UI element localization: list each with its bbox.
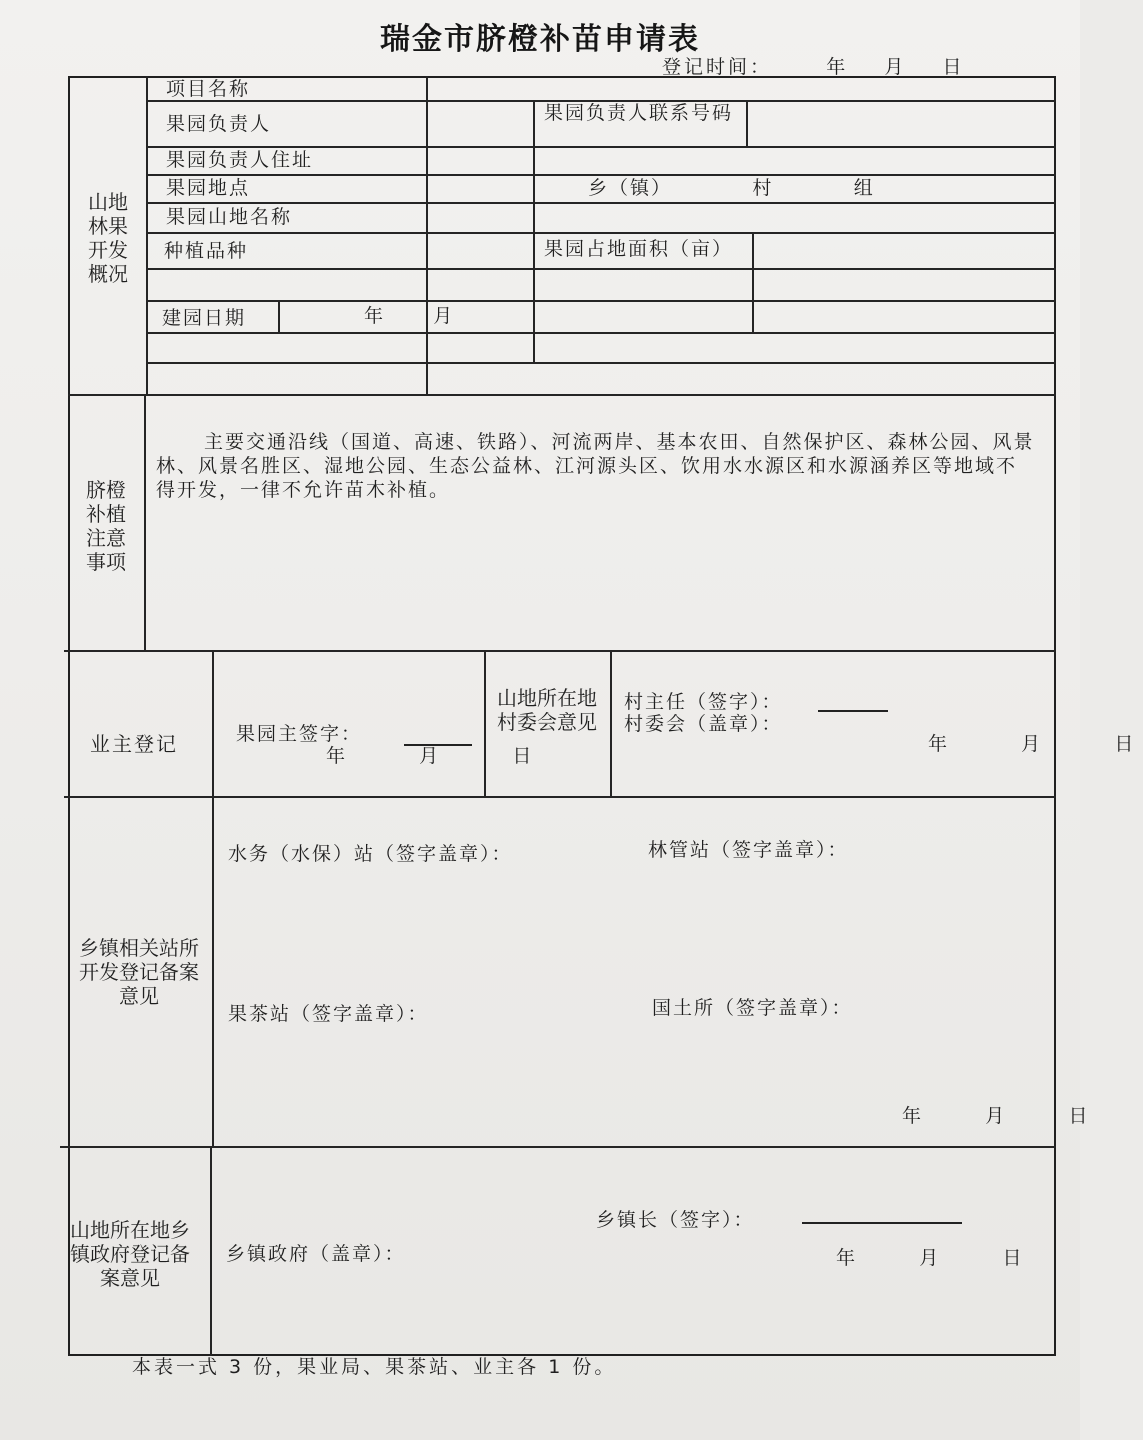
manager-contact-label: 果园负责人联系号码 bbox=[544, 102, 734, 124]
row-line-9 bbox=[146, 362, 1056, 364]
section4-side-divider bbox=[212, 796, 214, 1148]
stations-date: 年 月 日 bbox=[902, 1105, 1092, 1127]
forest-station-label: 林管站（签字盖章）： bbox=[648, 839, 849, 861]
row-line-7 bbox=[146, 300, 1056, 302]
section3-col-divider-b bbox=[610, 650, 612, 796]
section1-side-divider bbox=[146, 76, 148, 394]
registration-time: 登记时间： 年 月 日 bbox=[662, 56, 965, 78]
footer-note: 本表一式 3 份，果业局、果茶站、业主各 1 份。 bbox=[132, 1356, 617, 1378]
row-line-4 bbox=[146, 202, 1056, 204]
section1-col-divider-a bbox=[426, 76, 428, 394]
section1-col-divider-e bbox=[278, 302, 280, 332]
location-label: 果园地点 bbox=[166, 177, 251, 199]
section2-side-divider bbox=[144, 394, 146, 652]
manager-label: 果园负责人 bbox=[166, 113, 272, 135]
section3-col-divider-a bbox=[484, 650, 486, 798]
establish-date-label: 建园日期 bbox=[162, 307, 247, 329]
mountain-name-label: 果园山地名称 bbox=[166, 206, 293, 228]
row-line-5 bbox=[146, 232, 1056, 234]
fruit-station-label: 果茶站（签字盖章）： bbox=[228, 1003, 429, 1025]
owner-sign-label: 果园主签字： bbox=[236, 723, 363, 745]
village-date: 年 月 日 bbox=[928, 733, 1143, 755]
project-name-label: 项目名称 bbox=[166, 78, 251, 100]
village-director-label: 村主任（签字）： bbox=[624, 691, 783, 713]
stations-side-label: 乡镇相关站所开发登记备案意见 bbox=[79, 936, 199, 1008]
manager-address-label: 果园负责人住址 bbox=[166, 149, 314, 171]
notice-text: 主要交通沿线（国道、高速、铁路）、河流两岸、基本农田、自然保护区、森林公园、风景林、风景名胜区、湿地公园、生态公益林、江河源头区、饮用水水源区和水源涵养区等地域不得开发，一律不允许苗木补植。 bbox=[156, 431, 1035, 501]
section3-side-divider bbox=[212, 650, 214, 802]
orchard-side-label: 山地林果开发概况 bbox=[88, 190, 128, 286]
town-head-line bbox=[802, 1222, 962, 1224]
town-government-label: 乡镇政府（盖章）： bbox=[226, 1243, 406, 1265]
section1-col-divider-d bbox=[752, 232, 754, 334]
land-office-label: 国土所（签字盖章）： bbox=[652, 997, 853, 1019]
owner-date: 年 月 日 bbox=[326, 745, 542, 767]
location-template: 乡（镇） 村 组 bbox=[588, 177, 875, 199]
village-director-line bbox=[818, 710, 888, 712]
form-title: 瑞金市脐橙补苗申请表 bbox=[380, 22, 700, 57]
section1-bottom-line bbox=[68, 394, 1056, 396]
village-committee-label: 村委会（盖章）： bbox=[624, 713, 783, 735]
government-date: 年 月 日 bbox=[836, 1247, 1026, 1269]
owner-side-label: 业主登记 bbox=[90, 732, 178, 756]
variety-label: 种植品种 bbox=[164, 240, 249, 262]
government-side-label: 山地所在地乡镇政府登记备案意见 bbox=[70, 1218, 190, 1290]
town-head-label: 乡镇长（签字）： bbox=[596, 1209, 755, 1231]
village-opinion-label: 山地所在地村委会意见 bbox=[497, 686, 597, 734]
row-line-6 bbox=[146, 268, 1056, 270]
section1-col-divider-c bbox=[746, 100, 748, 146]
notice-side-label: 脐橙补植注意事项 bbox=[86, 478, 126, 574]
establish-date-template: 年 月 bbox=[364, 305, 455, 327]
row-line-8 bbox=[146, 332, 1056, 334]
area-label: 果园占地面积（亩） bbox=[544, 238, 734, 260]
water-station-label: 水务（水保）站（签字盖章）： bbox=[228, 843, 513, 865]
section5-side-divider bbox=[210, 1146, 212, 1356]
